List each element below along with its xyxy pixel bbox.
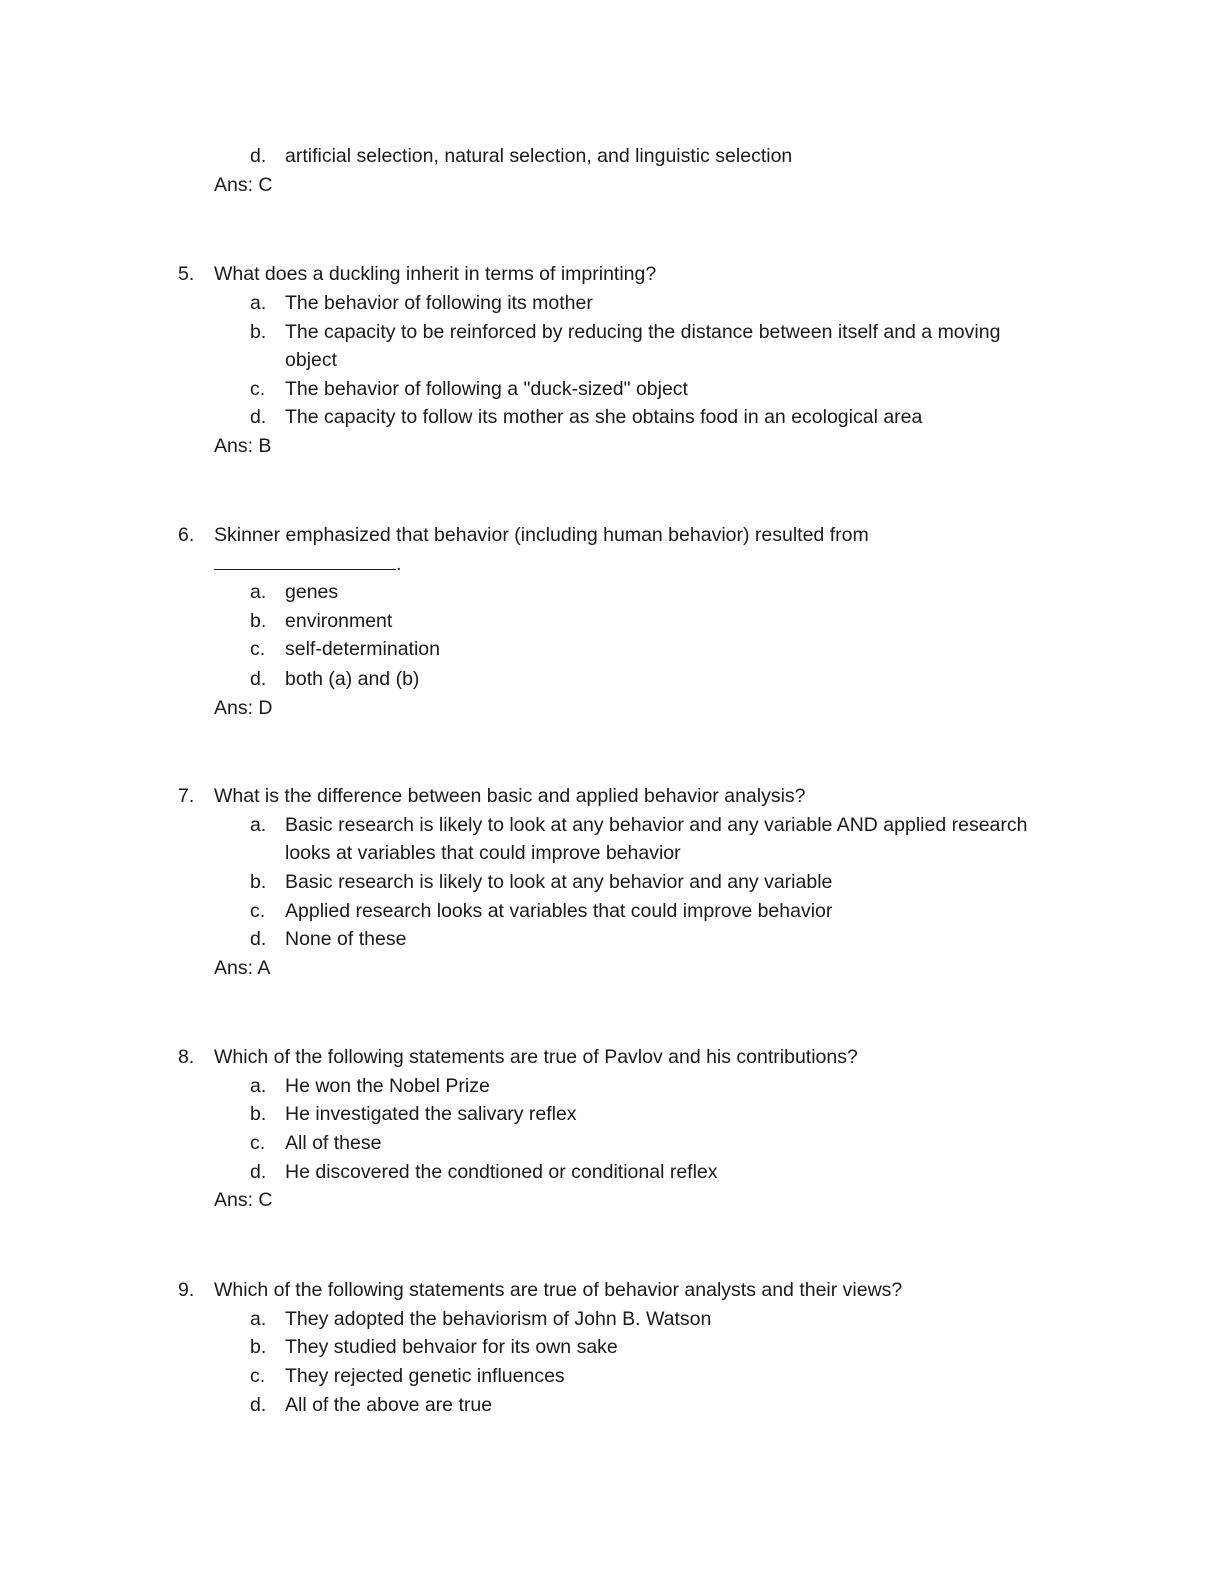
option-text: He discovered the condtioned or conditional reflex	[285, 1161, 718, 1183]
option-row	[0, 289, 1224, 317]
blank-suffix: .	[396, 553, 402, 575]
question-number: 8.	[178, 1046, 195, 1068]
option-letter: c.	[250, 638, 266, 660]
answer-row	[0, 1186, 1224, 1214]
option-row	[0, 1362, 1224, 1390]
option-letter: a.	[250, 581, 267, 603]
option-letter: b.	[250, 1103, 267, 1125]
option-text: The capacity to be reinforced by reducing the distance between itself and a moving	[285, 321, 1001, 343]
option-text: genes	[285, 581, 339, 603]
answer-row	[0, 432, 1224, 460]
option-continuation	[0, 346, 1224, 374]
option-row	[0, 1333, 1224, 1361]
question-number: 6.	[178, 524, 195, 546]
option-row	[0, 375, 1224, 403]
option-text: The capacity to follow its mother as she obtains food in an ecological area	[285, 406, 923, 428]
option-letter: d.	[250, 928, 267, 950]
option-text: Applied research looks at variables that could improve behavior	[285, 900, 833, 922]
question-6	[0, 521, 1224, 549]
option-text: None of these	[285, 928, 407, 950]
option-row	[0, 403, 1224, 431]
answer-row	[0, 171, 1224, 199]
option-row	[0, 1158, 1224, 1186]
option-letter: d.	[250, 668, 267, 690]
option-continuation	[0, 839, 1224, 867]
option-letter: a.	[250, 814, 267, 836]
option-row	[0, 897, 1224, 925]
option-text: object	[285, 349, 338, 371]
question-text: What does a duckling inherit in terms of imprinting?	[214, 263, 657, 285]
option-letter: d.	[250, 1394, 267, 1416]
option-letter: c.	[250, 378, 266, 400]
fill-in-blank	[214, 550, 401, 578]
option-row	[0, 318, 1224, 346]
option-row	[0, 811, 1224, 839]
option-text: They studied behvaior for its own sake	[285, 1336, 618, 1358]
option-letter: c.	[250, 1132, 266, 1154]
option-letter: d.	[250, 406, 267, 428]
option-text: looks at variables that could improve behavior	[285, 842, 681, 864]
question-number: 7.	[178, 785, 195, 807]
answer-key: Ans: D	[214, 697, 273, 719]
option-text: both (a) and (b)	[285, 668, 420, 690]
option-text: Basic research is likely to look at any behavior and any variable AND applied research	[285, 814, 1028, 836]
question-9	[0, 1276, 1224, 1304]
option-text: All of these	[285, 1132, 382, 1154]
option-letter: b.	[250, 610, 267, 632]
fill-in-blank-row	[0, 550, 1224, 578]
option-letter: a.	[250, 1308, 267, 1330]
option-text: The behavior of following a "duck-sized" object	[285, 378, 688, 400]
question-text: Skinner emphasized that behavior (including human behavior) resulted from	[214, 524, 869, 546]
option-letter: c.	[250, 900, 266, 922]
option-row	[0, 665, 1224, 693]
answer-key: Ans: C	[214, 174, 273, 196]
question-7	[0, 782, 1224, 810]
option-text: The behavior of following its mother	[285, 292, 593, 314]
question-text: Which of the following statements are true of behavior analysts and their views?	[214, 1279, 903, 1301]
option-text: They rejected genetic influences	[285, 1365, 565, 1387]
option-row	[0, 1391, 1224, 1419]
option-text: All of the above are true	[285, 1394, 493, 1416]
option-text: artificial selection, natural selection, and linguistic selection	[285, 145, 793, 167]
option-row	[0, 1100, 1224, 1128]
option-text: self-determination	[285, 638, 440, 660]
option-row	[0, 1129, 1224, 1157]
blank-line	[214, 551, 396, 570]
option-row	[0, 925, 1224, 953]
answer-key: Ans: C	[214, 1189, 273, 1211]
question-8	[0, 1043, 1224, 1071]
option-letter: d.	[250, 145, 267, 167]
option-row	[0, 635, 1224, 663]
option-letter: c.	[250, 1365, 266, 1387]
answer-row	[0, 694, 1224, 722]
option-text: environment	[285, 610, 393, 632]
option-text: He investigated the salivary reflex	[285, 1103, 577, 1125]
question-text: What is the difference between basic and applied behavior analysis?	[214, 785, 806, 807]
question-number: 5.	[178, 263, 195, 285]
option-row	[0, 578, 1224, 606]
option-row	[0, 607, 1224, 635]
option-row	[0, 868, 1224, 896]
option-text: They adopted the behaviorism of John B. Watson	[285, 1308, 712, 1330]
option-letter: a.	[250, 1075, 267, 1097]
option-letter: b.	[250, 871, 267, 893]
question-number: 9.	[178, 1279, 195, 1301]
answer-key: Ans: B	[214, 435, 272, 457]
option-row	[0, 1072, 1224, 1100]
option-text: He won the Nobel Prize	[285, 1075, 490, 1097]
option-text: Basic research is likely to look at any behavior and any variable	[285, 871, 833, 893]
option-letter: d.	[250, 1161, 267, 1183]
answer-key: Ans: A	[214, 957, 271, 979]
option-row	[0, 1305, 1224, 1333]
option-letter: a.	[250, 292, 267, 314]
option-letter: b.	[250, 1336, 267, 1358]
question-5	[0, 260, 1224, 288]
answer-row	[0, 954, 1224, 982]
option-letter: b.	[250, 321, 267, 343]
question-text: Which of the following statements are true of Pavlov and his contributions?	[214, 1046, 858, 1068]
option-row	[0, 142, 1224, 170]
